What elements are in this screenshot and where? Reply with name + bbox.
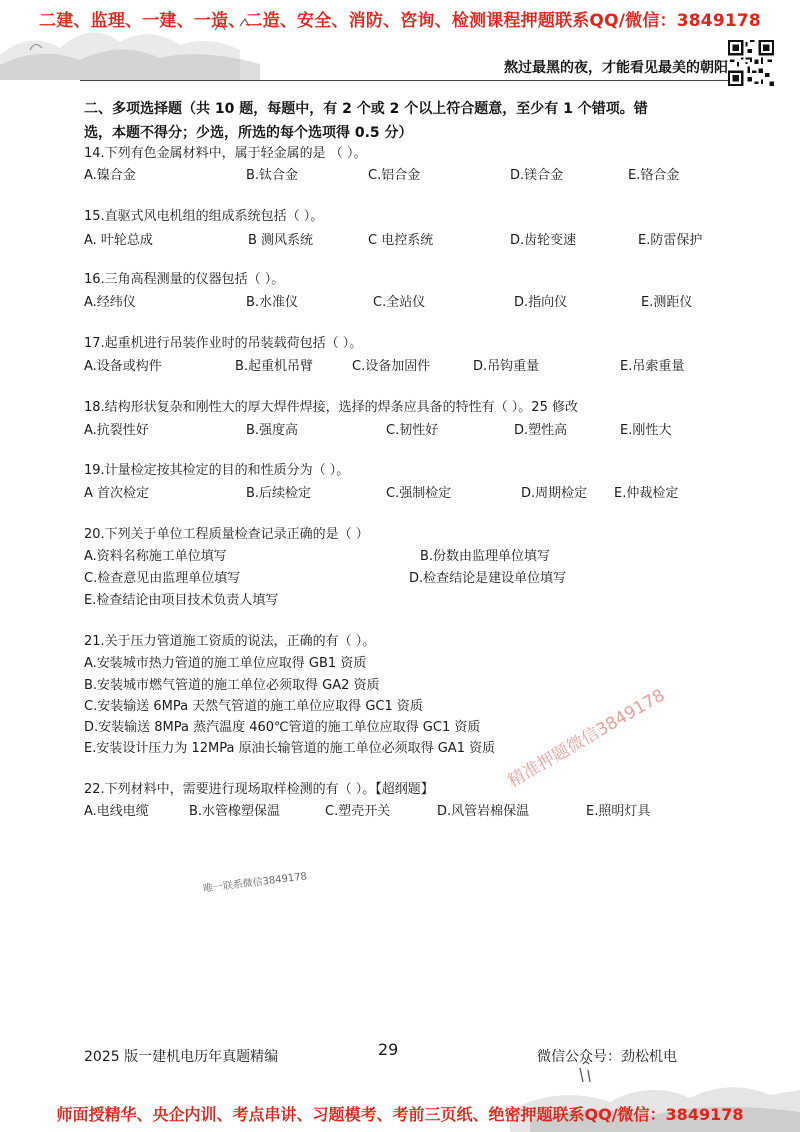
q17-option-a: A.设备或构件 [84, 359, 162, 374]
section-heading-line2: 选，本题不得分；少选，所选的每个选项得 0.5 分） [84, 125, 413, 141]
q22-option-d: D.风管岩棉保温 [437, 804, 530, 819]
q21-option-a: A.安装城市热力管道的施工单位应取得 GB1 资质 [84, 656, 367, 671]
q15-option-e: E.防雷保护 [638, 233, 703, 248]
footer-book-title: 2025 版一建机电历年真题精编 [84, 1049, 279, 1065]
qr-code-image [728, 40, 774, 86]
q22-option-c: C.塑壳开关 [325, 804, 391, 819]
header-motto: 熬过最黑的夜，才能看见最美的朝阳 [504, 60, 728, 76]
header-divider [80, 80, 728, 81]
question-22-stem: 22.下列材料中，需要进行现场取样检测的有（ ）。【超纲题】 [84, 782, 434, 797]
footer-wechat-account: 微信公众号：劲松机电 [537, 1049, 677, 1065]
q19-option-e: E.仲裁检定 [614, 486, 679, 501]
q19-option-c: C.强制检定 [386, 486, 452, 501]
q15-option-d: D.齿轮变速 [510, 233, 577, 248]
small-watermark: 唯一联系微信3849178 [202, 871, 308, 895]
q22-option-b: B.水管橡塑保温 [189, 804, 281, 819]
q14-option-e: E.铬合金 [628, 168, 680, 183]
q17-option-e: E.吊索重量 [620, 359, 685, 374]
q20-option-b: B.份数由监理单位填写 [420, 549, 551, 564]
top-promo-banner: 二建、监理、一建、一造、二造、安全、消防、咨询、检测课程押题联系QQ/微信：3849178 [39, 11, 761, 31]
q17-option-b: B.起重机吊臂 [235, 359, 314, 374]
q18-option-e: E.刚性大 [620, 423, 672, 438]
q20-option-a: A.资料名称施工单位填写 [84, 549, 227, 564]
q21-option-d: D.安装输送 8MPa 蒸汽温度 460℃管道的施工单位应取得 GC1 资质 [84, 720, 481, 735]
question-15-stem: 15.直驱式风电机组的组成系统包括（ ）。 [84, 209, 324, 224]
bottom-promo-banner: 师面授精华、央企内训、考点串讲、习题模考、考前三页纸、绝密押题联系QQ/微信：3849178 [56, 1105, 744, 1124]
q15-option-c: C 电控系统 [368, 233, 434, 248]
q21-option-b: B.安装城市燃气管道的施工单位必须取得 GA2 资质 [84, 678, 380, 693]
q16-option-e: E.测距仪 [641, 295, 693, 310]
q18-option-a: A.抗裂性好 [84, 423, 149, 438]
question-16-stem: 16.三角高程测量的仪器包括（ ）。 [84, 272, 285, 287]
question-19-stem: 19.计量检定按其检定的目的和性质分为（ ）。 [84, 463, 350, 478]
q19-option-a: A 首次检定 [84, 486, 150, 501]
q17-option-c: C.设备加固件 [352, 359, 431, 374]
question-18-stem: 18.结构形状复杂和刚性大的厚大焊件焊接，选择的焊条应具备的特性有（ ）。25 修改 [84, 400, 578, 415]
q14-option-a: A.镍合金 [84, 168, 136, 183]
q16-option-d: D.指向仪 [514, 295, 568, 310]
diagonal-watermark: 精准押题微信3849178 [504, 685, 669, 792]
q21-option-c: C.安装输送 6MPa 天然气管道的施工单位应取得 GC1 资质 [84, 699, 423, 714]
q18-option-c: C.韧性好 [386, 423, 439, 438]
question-14-stem: 14.下列有色金属材料中，属于轻金属的是 （ ）。 [84, 146, 367, 161]
section-heading-line1: 二、多项选择题（共 10 题，每题中，有 2 个或 2 个以上符合题意，至少有 1 个错项。错 [84, 101, 648, 117]
q20-option-e: E.检查结论由项目技术负责人填写 [84, 593, 279, 608]
q16-option-c: C.全站仪 [373, 295, 426, 310]
q20-option-c: C.检查意见由监理单位填写 [84, 571, 241, 586]
q22-option-e: E.照明灯具 [586, 804, 651, 819]
question-21-stem: 21.关于压力管道施工资质的说法，正确的有（ ）。 [84, 634, 376, 649]
page-number: 29 [378, 1040, 399, 1059]
q16-option-a: A.经纬仪 [84, 295, 136, 310]
q15-option-a: A. 叶轮总成 [84, 233, 153, 248]
q17-option-d: D.吊钩重量 [473, 359, 540, 374]
q19-option-b: B.后续检定 [246, 486, 312, 501]
question-20-stem: 20.下列关于单位工程质量检查记录正确的是（ ） [84, 527, 369, 542]
q22-option-a: A.电线电缆 [84, 804, 149, 819]
q20-option-d: D.检查结论是建设单位填写 [409, 571, 567, 586]
q14-option-c: C.铝合金 [368, 168, 421, 183]
q14-option-d: D.镁合金 [510, 168, 564, 183]
q14-option-b: B.钛合金 [246, 168, 299, 183]
q16-option-b: B.水准仪 [246, 295, 299, 310]
q18-option-d: D.塑性高 [514, 423, 568, 438]
q19-option-d: D.周期检定 [521, 486, 588, 501]
q15-option-b: B 测风系统 [248, 233, 314, 248]
question-17-stem: 17.起重机进行吊装作业时的吊装载荷包括（ ）。 [84, 336, 363, 351]
q21-option-e: E.安装设计压力为 12MPa 原油长输管道的施工单位必须取得 GA1 资质 [84, 741, 496, 756]
q18-option-b: B.强度高 [246, 423, 299, 438]
